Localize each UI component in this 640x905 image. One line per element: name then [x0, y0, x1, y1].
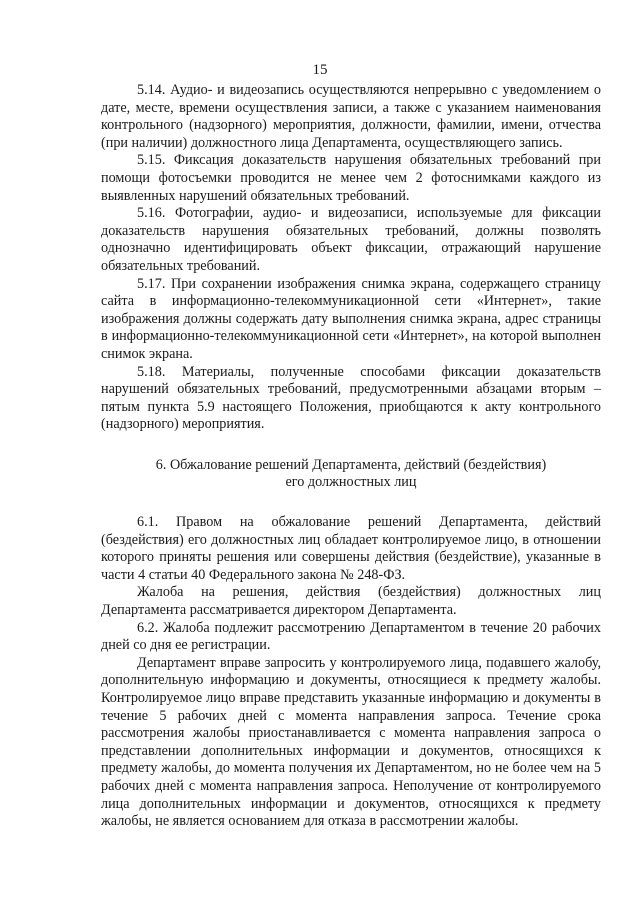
paragraph-complaint-review: Жалоба на решения, действия (бездействия) должностных лиц Департамента рассматривается директором Департамента. — [101, 584, 601, 619]
paragraph-5-14: 5.14. Аудио- и видеозапись осуществляются непрерывно с уведомлением о дате, месте, времени осуществления записи, а также с указанием наименования контрольного (надзорного) мероприятия, должности, фамилии, имени, отчества (при наличии) должностного лица Департамента, осуществляющего запись. — [101, 82, 601, 151]
document-body — [101, 82, 601, 831]
paragraph-additional-info: Департамент вправе запросить у контролируемого лица, подавшего жалобу, дополнительную информацию и документы, относящиеся к предмету жалобы. Контролируемое лицо вправе представить указанные информацию и документы в течение 5 рабочих дней с момента направления запроса. Течение срока рассмотрения жалобы приостанавливается с момента направления запроса о представлении дополнительных информации и документов, относящихся к предмету жалобы, до момента получения их Департаментом, но не более чем на 5 рабочих дней с момента направления запроса. Неполучение от контролируемого лица дополнительных информации и документов, относящихся к предмету жалобы, не является основанием для отказа в рассмотрении жалобы. — [101, 654, 601, 830]
paragraph-6-2: 6.2. Жалоба подлежит рассмотрению Департаментом в течение 20 рабочих дней со дня ее регистрации. — [101, 619, 601, 654]
paragraph-5-18: 5.18. Материалы, полученные способами фиксации доказательств нарушений обязательных требований, предусмотренными абзацами вторым – пятым пункта 5.9 настоящего Положения, приобщаются к акту контрольного (надзорного) мероприятия. — [101, 363, 601, 433]
section-heading — [101, 457, 601, 492]
section-heading-line2: его должностных лиц — [285, 474, 417, 491]
paragraph-5-16: 5.16. Фотографии, аудио- и видеозаписи, используемые для фиксации доказательств нарушения обязательных требований, должны позволять однозначно идентифицировать объект фиксации, отражающий нарушение обязательных требований. — [101, 205, 601, 274]
paragraph-6-1: 6.1. Правом на обжалование решений Департамента, действий (бездействия) его должностных лиц обладает контролируемое лицо, в отношении которого приняты решения или совершены действия (бездействие), указанные в части 4 статьи 40 Федерального закона № 248-ФЗ. — [101, 514, 601, 583]
paragraph-5-15: 5.15. Фиксация доказательств нарушения обязательных требований при помощи фотосъемки проводится не менее чем 2 фотоснимками каждого из выявленных нарушений обязательных требований. — [101, 152, 601, 204]
page-number: 15 — [312, 62, 328, 78]
section-heading-line1: 6. Обжалование решений Департамента, действий (бездействия) — [155, 456, 547, 473]
paragraph-5-17: 5.17. При сохранении изображения снимка экрана, содержащего страницу сайта в информационно-телекоммуникационной сети «Интернет», такие изображения должны содержать дату выполнения снимка экрана, адрес страницы в информационно-телекоммуникационной сети «Интернет», на которой выполнен снимок экрана. — [101, 275, 601, 362]
